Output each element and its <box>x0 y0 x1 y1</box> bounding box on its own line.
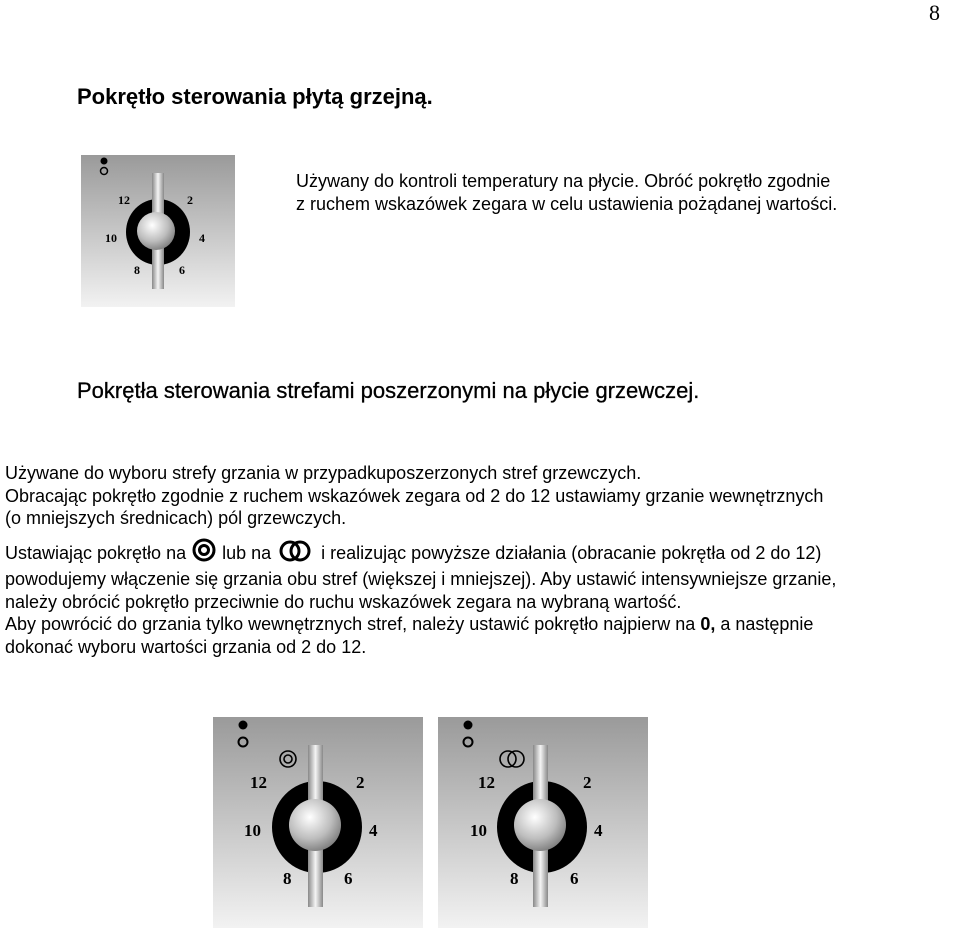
text-segment: Aby powrócić do grzania tylko wewnętrznych stref, należy ustawić pokrętło najpierw na <box>5 614 701 634</box>
paragraph-line: Używane do wyboru strefy grzania w przypadkuposzerzonych stref grzewczych. <box>5 463 642 483</box>
knob-label-8: 8 <box>134 263 140 277</box>
paragraph-line: należy obrócić pokrętło przeciwnie do ruchu wskazówek zegara na wybraną wartość. <box>5 591 682 612</box>
text-segment: i realizując powyższe działania (obracanie pokrętła od 2 do 12) <box>316 542 822 563</box>
svg-text:4: 4 <box>369 821 378 840</box>
dual-zone-knob-illustration <box>213 717 423 928</box>
dual-concentric-zone-icon <box>191 545 217 569</box>
description-line: z ruchem wskazówek zegara w celu ustawienia pożądanej wartości. <box>296 193 838 214</box>
oval-zone-knob-illustration <box>438 717 648 928</box>
paragraph-line: (o mniejszych średnicach) pól grzewczych. <box>5 508 347 528</box>
svg-text:12: 12 <box>250 773 267 792</box>
svg-text:12: 12 <box>478 773 495 792</box>
bold-zero: 0, <box>700 614 716 634</box>
text-segment: a następnie <box>715 614 814 634</box>
hob-knob-description <box>296 170 837 215</box>
knob-label-4: 4 <box>199 231 205 245</box>
knob-label-2: 2 <box>187 193 193 207</box>
paragraph-line <box>5 613 836 636</box>
svg-text:8: 8 <box>283 869 292 888</box>
hob-knob-illustration <box>81 155 235 307</box>
knob-label-6: 6 <box>179 263 185 277</box>
paragraph-line: dokonać wyboru wartości grzania od 2 do 12. <box>5 636 367 657</box>
section-title-hob-knob: Pokrętło sterowania płytą grzejną. <box>77 84 433 109</box>
svg-text:2: 2 <box>583 773 592 792</box>
svg-text:6: 6 <box>570 869 579 888</box>
svg-text:4: 4 <box>594 821 603 840</box>
paragraph-line <box>5 542 836 569</box>
page-number: 8 <box>929 0 940 25</box>
knob-label-12: 12 <box>118 193 130 207</box>
description-line: Używany do kontroli temperatury na płycie. Obróć pokrętło zgodnie <box>296 171 831 191</box>
paragraph-line: Obracając pokrętło zgodnie z ruchem wskazówek zegara od 2 do 12 ustawiamy grzanie wewnętrznych <box>5 485 824 506</box>
svg-text:10: 10 <box>244 821 261 840</box>
svg-text:8: 8 <box>510 869 519 888</box>
text-segment: Ustawiając pokrętło na <box>5 542 192 563</box>
paragraph-line: powodujemy włączenie się grzania obu stref (większej i mniejszej). Aby ustawić intensywniejsze grzanie, <box>5 569 837 589</box>
svg-text:6: 6 <box>344 869 353 888</box>
svg-text:2: 2 <box>356 773 365 792</box>
extended-oval-zone-icon <box>276 546 316 569</box>
text-segment: lub na <box>217 542 277 563</box>
knob-label-10: 10 <box>105 231 117 245</box>
extended-zones-description <box>5 462 836 658</box>
svg-text:10: 10 <box>470 821 487 840</box>
section-title-extended-zones: Pokrętła sterowania strefami poszerzonymi na płycie grzewczej. <box>77 378 700 403</box>
